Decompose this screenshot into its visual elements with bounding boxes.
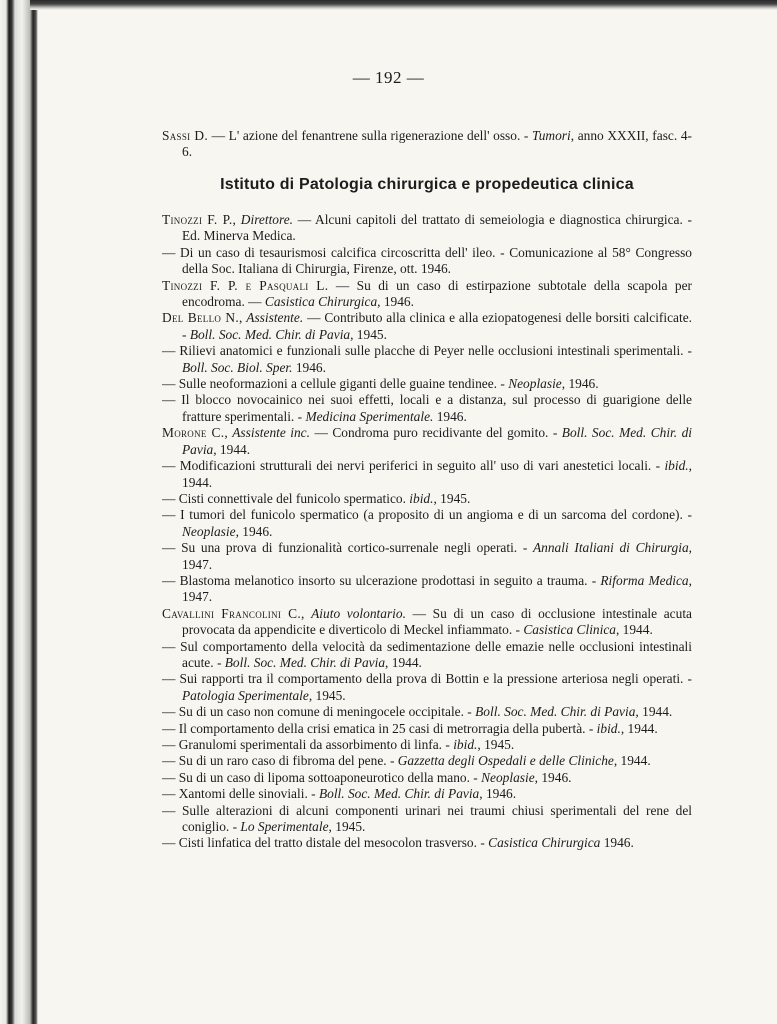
entry-tail: , 1945. (328, 819, 366, 835)
entry-tail: 1946. (433, 408, 467, 424)
page-number: — 192 — (352, 68, 425, 87)
entry-tail: 1946. (600, 835, 634, 851)
entry-journal: Patologia Sperimentale (182, 687, 309, 703)
entry-tail: , 1947. (182, 572, 692, 605)
scan-top-edge (30, 0, 777, 10)
entry-tail: , 1946. (479, 786, 517, 802)
entry-text: — L' azione del fenantrene sulla rigenerazione dell' osso. - (208, 128, 533, 143)
entry-journal: Riforma Medica (600, 572, 689, 588)
entry-author: Cavallini Francolini C., (162, 605, 305, 621)
section-title: Istituto di Patologia chirurgica e propedeutica clinica (220, 176, 634, 193)
bibliography-entry (162, 572, 692, 606)
entry-journal: Neoplasie (481, 769, 535, 785)
entry-text: — Cisti linfatica del tratto distale del mesocolon trasverso. - (162, 835, 489, 851)
bibliography-entry (162, 128, 692, 161)
entry-tail: , 1946. (377, 294, 414, 310)
entry-tail: , 1944. (620, 720, 658, 736)
entry-text: — I tumori del funicolo spermatico (a proposito di un angioma e di un sarcoma del cordone). - (162, 507, 692, 523)
entry-text: — Su una prova di funzionalità cortico-surrenale negli operati. - (162, 540, 533, 556)
entry-journal: Boll. Soc. Med. Chir. di Pavia (182, 425, 692, 457)
bibliography-entry (162, 392, 692, 425)
entry-journal: Neoplasie (182, 523, 236, 539)
entry-journal: Casistica Chirurgica (264, 294, 378, 310)
top-entry (162, 128, 692, 161)
entry-tail: , 1944. (613, 753, 651, 769)
bibliography-entry (162, 605, 692, 639)
entry-tail: , anno XXXII, fasc. 4-6. (182, 128, 692, 160)
entry-role: Assistente inc. (228, 425, 310, 441)
entry-text: — Condroma puro recidivante del gomito. - (309, 425, 562, 441)
bibliography-entry (162, 769, 692, 786)
entry-journal: Tumori (532, 128, 571, 143)
entry-tail: , 1944. (615, 622, 653, 638)
entry-author: Tinozzi F. P. e Pasquali L. (162, 277, 329, 293)
entry-text: — Rilievi anatomici e funzionali sulle placche di Peyer nelle occlusioni intestinali sperimentali. - (162, 343, 692, 359)
entry-text: — Il comportamento della crisi ematica in 25 casi di metrorragia della pubertà. - (162, 720, 597, 736)
entry-text: — Su di un caso di occlusione intestinale acuta provocata da appendicite e diverticolo di Meckel infiammato. - (182, 605, 692, 638)
entry-role: Assistente. (242, 310, 304, 326)
bibliography-entry (162, 540, 693, 573)
entry-role: Direttore. (236, 212, 294, 227)
entry-text: — Xantomi delle sinoviali. - (162, 786, 319, 802)
entry-text: — Contributo alla clinica e alla eziopatogenesi delle borsiti calcificate. - (182, 310, 692, 342)
entry-tail: , 1945. (433, 490, 471, 506)
entry-text: — Su di un caso di lipoma sottoaponeurotico della mano. - (162, 769, 482, 785)
entry-text: — Granulomi sperimentali da assorbimento di linfa. - (162, 737, 454, 752)
bibliography-entry (162, 835, 692, 851)
entry-journal: ibid. (596, 720, 621, 736)
entry-journal: Casistica Clinica (523, 622, 616, 638)
bibliography-entry (162, 277, 692, 311)
entry-journal: Gazzetta degli Ospedali e delle Cliniche (397, 753, 614, 769)
entry-tail: , 1944. (385, 654, 422, 670)
entry-journal: Neoplasie (508, 376, 562, 392)
entry-journal: ibid. (664, 458, 689, 474)
bibliography-entry (162, 737, 692, 753)
entry-author: Sassi D. (162, 128, 209, 143)
bibliography-entry (162, 753, 692, 769)
entry-tail: , 1946. (235, 523, 273, 539)
entry-tail: , 1947. (182, 540, 693, 572)
bibliography-entry (162, 244, 692, 278)
entry-tail: , 1945. (308, 687, 346, 703)
entry-text: — Di un caso di tesaurismosi calcifica circoscritta dell' ileo. - Comunicazione al 58° Congresso della Soc. Italiana di Chirurgia, Firenze, ott. 1946. (162, 244, 692, 277)
entry-journal: Boll. Soc. Med. Chir. di Pavia (224, 654, 386, 670)
entry-tail: , 1944. (635, 704, 673, 720)
bibliography-entry (162, 458, 692, 491)
bibliography-entry (162, 802, 692, 836)
entry-journal: Boll. Soc. Med. Chir. di Pavia (189, 326, 351, 342)
entry-text: — Sul comportamento della velocità da sedimentazione delle emazie nelle occlusioni intestinali acute. - (162, 638, 692, 670)
bibliography-entry (162, 507, 692, 540)
entry-text: — Su di un caso non comune di meningocele occipitale. - (162, 704, 476, 720)
entry-tail: 1946. (292, 359, 326, 375)
entry-text: — Blastoma melanotico insorto su ulcerazione prodottasi in seguito a trauma. - (162, 572, 601, 588)
bibliography-entry (162, 704, 692, 720)
scan-left-edge (0, 0, 38, 1024)
entry-tail: , 1946. (561, 376, 599, 392)
entry-journal: Boll. Soc. Med. Chir. di Pavia (475, 704, 636, 720)
bibliography-entry (162, 343, 692, 376)
entry-tail: , 1946. (534, 769, 572, 785)
bibliography-entry (162, 720, 692, 737)
entry-author: Morone C., (162, 425, 229, 441)
entry-text: — Modificazioni strutturali dei nervi periferici in seguito all' uso di vari anestetici locali. - (162, 458, 665, 474)
entry-text: — Sulle alterazioni di alcuni componenti urinari nei traumi chiusi sperimentali del rene del coniglio. - (162, 802, 692, 835)
entry-text: — Su di un raro caso di fibroma del pene. - (162, 753, 398, 769)
entry-text: — Su di un caso di estirpazione subtotale della scapola per encodroma. — (182, 277, 692, 310)
bibliography-entry (162, 310, 692, 343)
entry-text: — Il blocco novocainico nei suoi effetti, locali e a distanza, sul processo di guarigione delle fratture sperimentali. - (162, 392, 692, 424)
entry-journal: ibid. (409, 490, 434, 506)
entry-author: Tinozzi F. P., (162, 212, 237, 227)
entry-tail: , 1944. (182, 458, 692, 490)
bibliography-list (162, 212, 692, 852)
bibliography-entry (162, 490, 692, 507)
entry-journal: ibid. (453, 737, 478, 752)
entry-author: Del Bello N., (162, 310, 243, 326)
bibliography-entry (162, 671, 692, 704)
entry-journal: Lo Sperimentale (240, 819, 329, 835)
bibliography-entry (162, 212, 692, 245)
bibliography-entry (162, 376, 692, 392)
entry-tail: , 1945. (350, 326, 387, 342)
bibliography-entry (162, 425, 692, 458)
entry-journal: Boll. Soc. Med. Chir. di Pavia (318, 786, 480, 802)
entry-role: Aiuto volontario. (304, 605, 406, 621)
entry-journal: Annali Italiani di Chirurgia (532, 540, 689, 556)
entry-text: — Sulle neoformazioni a cellule giganti delle guaine tendinee. - (162, 376, 509, 392)
bibliography-entry (162, 786, 692, 802)
entry-text: — Sui rapporti tra il comportamento della prova di Bottin e la pressione arteriosa negli operati. - (162, 671, 692, 687)
entry-journal: Casistica Chirurgica (488, 835, 601, 851)
entry-tail: , 1945. (477, 737, 515, 752)
entry-tail: , 1944. (213, 441, 251, 457)
entry-text: — Cisti connettivale del funicolo spermatico. (162, 490, 410, 506)
entry-journal: Medicina Sperimentale. (305, 408, 434, 424)
bibliography-entry (162, 638, 692, 672)
entry-journal: Boll. Soc. Biol. Sper. (182, 359, 293, 375)
entry-text: — Alcuni capitoli del trattato di semeiologia e diagnostica chirurgica. - Ed. Minerva Medica. (182, 212, 692, 244)
